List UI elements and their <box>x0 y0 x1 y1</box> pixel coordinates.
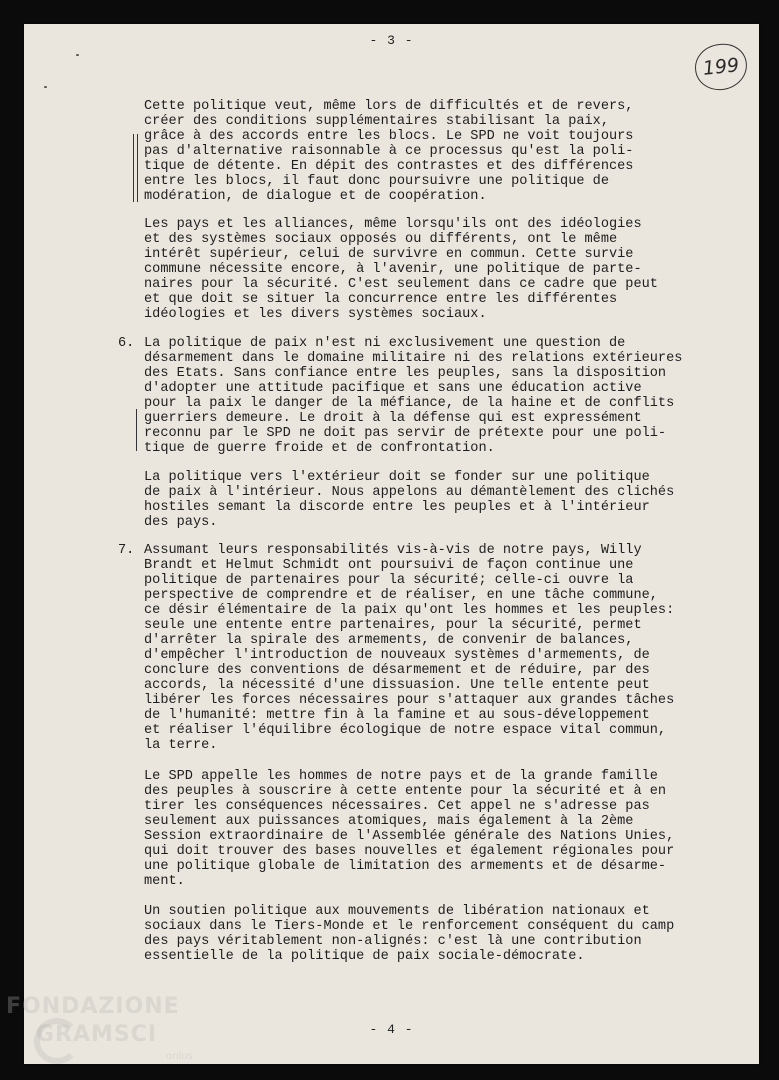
watermark-line-3: onlus <box>166 1051 193 1062</box>
paper-speck <box>76 54 79 56</box>
item-number-6: 6. <box>118 336 135 351</box>
page-number-bottom: - 4 - <box>369 1022 414 1037</box>
watermark-line-2: GRAMSCI <box>36 1022 158 1047</box>
archive-number-stamp: 199 <box>693 41 750 92</box>
watermark-g-logo <box>34 1018 80 1064</box>
fondazione-gramsci-watermark <box>6 994 193 1062</box>
document-page <box>24 24 759 1064</box>
watermark-line-1: FONDAZIONE <box>6 994 180 1019</box>
page-number-top: - 3 - <box>369 33 414 48</box>
margin-mark-line <box>136 409 137 451</box>
paragraph-soutien: Un soutien politique aux mouvements de libération nationaux et sociaux dans le Tiers-Monde et le renforcement conséquent du camp des pays véritablement non-alignés: c'est là une contribution essentielle de la politique de paix sociale-démocrate. <box>144 904 675 964</box>
paragraph-detente: Cette politique veut, même lors de difficultés et de revers, créer des conditions supplémentaires stabilisant la paix, grâce à des accords entre les blocs. Le SPD ne voit toujours pas d'alternative raisonnable à ce processus qu'est la poli- tique de détente. En dépit des contrastes et des différences entre les blocs, il faut donc poursuivre une politique de modération, de dialogue et de coopération. <box>144 99 634 204</box>
paragraph-item-6: La politique de paix n'est ni exclusivement une question de désarmement dans le domaine militaire ni des relations extérieures des Etats. Sans confiance entre les peuples, sans la disposition d'adopter une attitude pacifique et sans une éducation active pour la paix le danger de la méfiance, de la haine et de conflits guerriers demeure. Le droit à la défense qui est expressément reconnu par le SPD ne doit pas servir de prétexte pour une poli- tique de guerre froide et de confrontation. <box>144 336 683 456</box>
paragraph-item-7: Assumant leurs responsabilités vis-à-vis de notre pays, Willy Brandt et Helmut Schmidt ont poursuivi de façon continue une politique de partenaires pour la sécurité; celle-ci ouvre la perspective de comprendre et de réaliser, en une tâche commune, ce désir élémentaire de la paix qu'ont les hommes et les peuples: seule une entente entre partenaires, pour la sécurité, permet d'arrêter la spirale des armements, de convenir de balances, d'empêcher l'introduction de nouveaux systèmes d'armements, de conclure des conventions de désarmement et de réduire, par des accords, la nécessité d'une dissuasion. Une telle entente peut libérer les forces nécessaires pour s'attaquer aux grandes tâches de l'humanité: mettre fin à la famine et au sous-développement et réaliser l'équilibre écologique de notre espace vital commun, la terre. <box>144 543 675 753</box>
item-number-7: 7. <box>118 543 135 558</box>
margin-mark-double-line <box>133 134 138 202</box>
paragraph-exterieur: La politique vers l'extérieur doit se fonder sur une politique de paix à l'intérieur. Nous appelons au démantèlement des clichés hostiles semant la discorde entre les peuples et à l'intérieur des pays. <box>144 470 675 530</box>
paragraph-alliances: Les pays et les alliances, même lorsqu'ils ont des idéologies et des systèmes sociaux opposés ou différents, ont le même intérêt supérieur, celui de survivre en commun. Cette survie commune nécessite encore, à l'avenir, une politique de parte- naires pour la sécurité. C'est seulement dans ce cadre que peut et que doit se situer la concurrence entre les différentes idéologies et les divers systèmes sociaux. <box>144 217 658 322</box>
paragraph-appel: Le SPD appelle les hommes de notre pays et de la grande famille des peuples à souscrire à cette entente pour la sécurité et à en tirer les conséquences nécessaires. Cet appel ne s'adresse pas seulement aux puissances atomiques, mais également à la 2ème Session extraordinaire de l'Assemblée générale des Nations Unies, qui doit trouver des bases nouvelles et également régionales pour une politique globale de limitation des armements et de désarme- ment. <box>144 769 675 889</box>
paper-speck <box>44 86 47 88</box>
